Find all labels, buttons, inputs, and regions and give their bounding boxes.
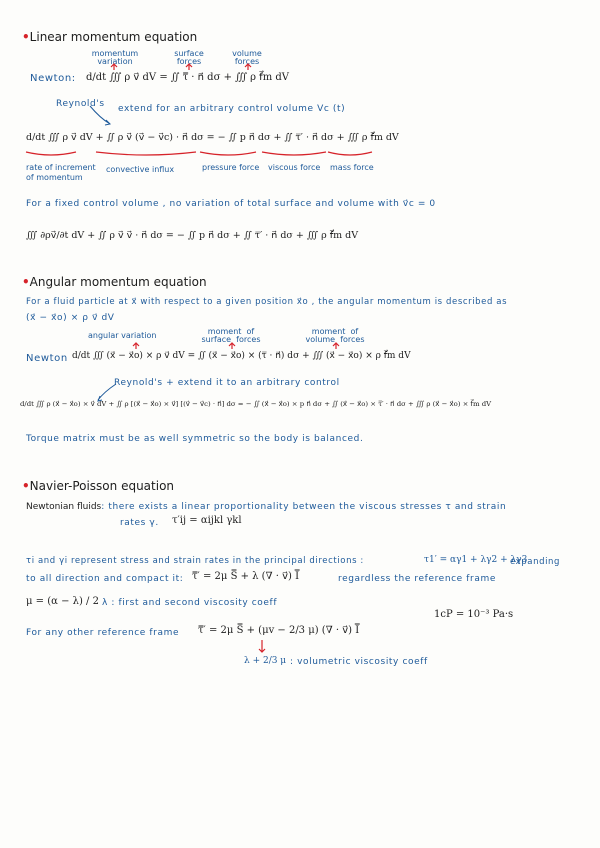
mu-note: λ : first and second viscosity coeff — [102, 598, 278, 608]
moment-volume-forces-label: moment of volume forces — [305, 327, 365, 344]
mu-equation: μ = (α − λ) / 2 — [26, 596, 99, 607]
compact-equation: τ̿′ = 2μ S̿ + λ (∇ · v⃗) I̿ — [192, 571, 300, 582]
volume-forces-label: volume forces — [232, 49, 262, 66]
newtonian-label: Newtonian fluids — [26, 502, 102, 512]
moment-surface-forces-label: moment of surface forces — [201, 327, 261, 344]
term-convective-label: convective influx — [106, 165, 175, 174]
angular-variation-label: angular variation — [88, 331, 157, 340]
angular-title: Angular momentum equation — [29, 275, 207, 289]
regardless-note: regardless the reference frame — [338, 574, 496, 584]
linear-general-equation: d/dt ∭ ρ v⃗ dV + ∬ ρ v⃗ (v⃗ − v⃗c) · n⃗ dσ = − ∬ p n⃗ dσ + ∬ τ̿′ · n⃗ dσ + ∭ ρ f⃗m dV — [26, 132, 399, 143]
other-frame-note: For any other reference frame — [26, 628, 180, 638]
volumetric-equation: λ + 2/3 μ — [244, 656, 287, 666]
principal-note: τi and γi represent stress and strain rates in the principal directions : — [26, 556, 364, 566]
newton-label: Newton: — [30, 73, 76, 84]
angular-newton-label: Newton — [26, 353, 68, 364]
linear-title: Linear momentum equation — [29, 30, 198, 44]
fixed-volume-note: For a fixed control volume , no variation of total surface and volume with v⃗c = 0 — [26, 199, 436, 209]
angular-general-equation: d/dt ∭ ρ (x⃗ − x⃗o) × v⃗ dV + ∬ ρ [(x⃗ − x⃗o) × v⃗] [(v⃗ − v⃗c) · n⃗] dσ = − ∬ (x⃗ − x⃗o) × p n⃗ dσ + ∬ (x⃗ − x⃗o) × τ̿′ · n⃗ dσ + ∭ ρ (x⃗ − x⃗o) × f⃗m dV — [20, 400, 492, 408]
newtonian-line — [26, 502, 506, 512]
centipoise-equation: 1cP = 10⁻³ Pa·s — [434, 609, 514, 620]
compact-note: to all direction and compact it: — [26, 574, 184, 584]
extend-note: extend for an arbitrary control volume Vc (t) — [118, 104, 346, 114]
navier-title: Navier-Poisson equation — [29, 479, 175, 493]
bullet-dot: • — [22, 275, 30, 289]
torque-note: Torque matrix must be as well symmetric so the body is balanced. — [26, 434, 364, 444]
term-mass-label: mass force — [330, 163, 374, 172]
angular-heading — [22, 275, 207, 289]
newtonian-text-2: rates γ. — [120, 518, 159, 528]
term-viscous-label: viscous force — [268, 163, 321, 172]
angular-newton-equation: d/dt ∭ (x⃗ − x⃗o) × ρ v⃗ dV = ∬ (x⃗ − x⃗o) × (τ̿ · n⃗) dσ + ∭ (x⃗ − x⃗o) × ρ f⃗m dV — [72, 351, 411, 361]
angular-reynolds-note: Reynold's + extend it to an arbitrary control — [114, 378, 340, 388]
newtonian-equation: τ′ij = αijkl γkl — [172, 515, 242, 526]
linear-heading — [22, 30, 197, 44]
surface-forces-label: surface forces — [174, 49, 204, 66]
expanding-note: expanding — [510, 557, 561, 567]
angular-intro-expression: (x⃗ − x⃗o) × ρ v⃗ dV — [26, 313, 115, 323]
newtonian-text: : there exists a linear proportionality between the viscous stresses τ and strain — [101, 502, 507, 512]
reynolds-note: Reynold's — [56, 99, 105, 109]
bullet-dot: • — [22, 479, 30, 493]
term-pressure-label: pressure force — [202, 163, 260, 172]
momentum-variation-label: momentum variation — [91, 49, 139, 66]
term-rate-label: rate of increment of momentum — [26, 163, 96, 182]
fixed-volume-equation: ∭ ∂ρv⃗/∂t dV + ∬ ρ v⃗ v⃗ · n⃗ dσ = − ∬ p n⃗ dσ + ∬ τ̿′ · n⃗ dσ + ∭ ρ f⃗m dV — [26, 230, 359, 241]
bullet-dot: • — [22, 30, 30, 44]
navier-heading — [22, 479, 174, 493]
volumetric-note: : volumetric viscosity coeff — [290, 657, 428, 667]
angular-intro: For a fluid particle at x⃗ with respect to a given position x⃗o , the angular momentum is described as — [26, 297, 508, 307]
newton-equation: d/dt ∭ ρ v⃗ dV = ∬ τ̿ · n⃗ dσ + ∭ ρ f⃗m dV — [86, 72, 289, 83]
other-frame-equation: τ̿′ = 2μ S̿ + (μv − 2/3 μ) (∇ · v⃗) I̿ — [198, 625, 360, 636]
principal-equation: τ1′ = αγ1 + λγ2 + λγ3 — [424, 555, 528, 565]
